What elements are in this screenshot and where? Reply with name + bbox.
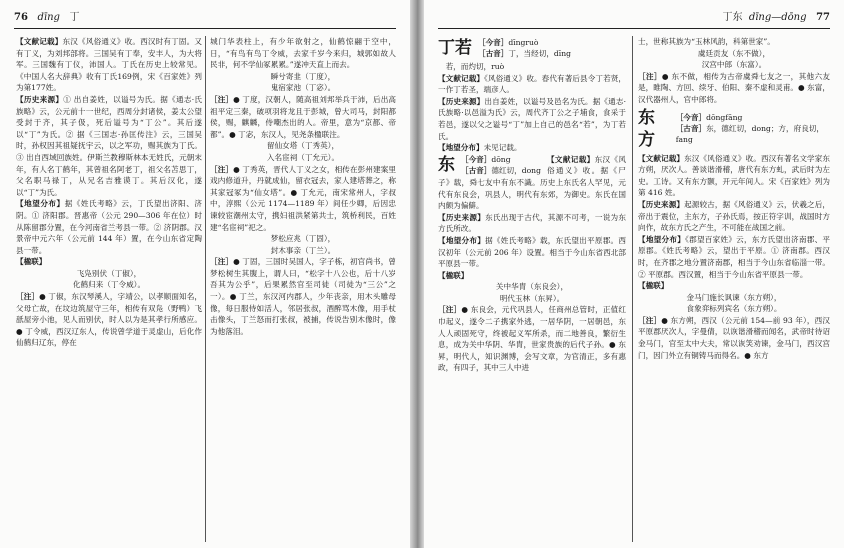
paragraph-text: ● 东不做，相传为古帝虞舜七友之一，其他六友是，睢陶、方回、续牙、伯阳、秦不虚和灵甫。● 东富，汉代器州人，官中郎将。 [638, 71, 830, 104]
paragraph-text: 《风俗通义》收。春代有著后县令丁若贤，一作丁若圣，端彦人。 [438, 73, 626, 95]
section-tag: 【历史来源】 [438, 212, 486, 222]
paragraph-text: 虞廷贡友（东不做）， [697, 48, 771, 58]
headword: 东 [438, 154, 455, 175]
couplet-line [210, 233, 396, 245]
paragraph-text: 食象弈标列宾名（东方朔）。 [686, 304, 782, 314]
paragraph-text: 入名宦祠（丁允元）。 [266, 152, 340, 162]
pron-label: ［今音］ [675, 113, 707, 123]
left-running-head [14, 8, 79, 28]
paragraph [638, 199, 830, 234]
right-column-1 [438, 36, 626, 544]
couplet-line [638, 59, 830, 71]
paragraph-text: 城门华表柱上，有少年欲射之，仙鹤惊翮于空中，日，“有鸟有鸟丁令威，去家千岁今来归，城郭如故人民非，何不学仙冢累累。”遂冲天直上而去。 [210, 37, 396, 70]
section-tag: 【楹联】 [438, 270, 469, 280]
entry-heading [638, 107, 830, 151]
paragraph [438, 73, 626, 96]
pronunciation-line [676, 112, 830, 123]
paragraph [638, 234, 830, 280]
paragraph [16, 256, 202, 268]
section-tag: 【文献记载】 [546, 154, 595, 164]
paragraph [438, 61, 626, 73]
section-tag: 【地望分布】 [638, 234, 686, 244]
paragraph-text: 据《姓氏考略》云，丁氏望出济阳、济阴。① 济阳郡。晋惠帝（公元 290—306 年在位）时从陈留郡分置，在今河南省兰考县一带。② 济阴郡。汉景帝中元六年（公元前 144 年）置，在今山东省定陶县一带。 [16, 199, 202, 255]
couplet-line [16, 268, 202, 280]
couplet-line [210, 82, 396, 94]
pron-value: 丁，当经切，dīng [508, 49, 571, 58]
pron-value: dōng [491, 154, 511, 164]
section-tag: ［注］ [210, 164, 234, 174]
couplet-line [638, 292, 830, 304]
right-header-chars: 丁东 [722, 12, 743, 23]
pronunciation-line [461, 154, 541, 165]
section-tag: 【文献记载】 [16, 37, 63, 46]
paragraph-text: ● 东良会，元代巩县人，任商州总管时，正值红巾起义，遂令二子携家外逃，一居华阴，一居朝邑，东人人顽固死守，终被起义军所杀，而二地善良，繁衍生息，成为关中华阴、华胄，世家贵族的后代子孙。● 东昇，明代人，知识渊博，会写文章，为官清正，多有惠政，有四子，其中三人中进 [438, 305, 626, 373]
couplet-line [16, 279, 202, 291]
paragraph [210, 36, 396, 71]
paragraph-text: ● 丁俶，东汉琴溪人，字靖公，以孝顺面知名，父母亡故，在坟边筑屋守三年，相传有双凫（野鸭）飞舐屋旁小池，见人而别伏，时人以为是其孝行所感应。● 丁令威，西汉辽东人，传说曾学道于灵虚山，后化作仙鹤归辽东，停在 [16, 292, 202, 348]
left-page-number: 76 [14, 12, 28, 23]
paragraph [210, 94, 396, 140]
paragraph-text: ● 东方朔，西汉（公元前 154—前 93 年），西汉平原郡厌次人，字曼倩，以诙谐滑稽而闻名，武帝时待诏金马门，官至太中大夫，常以诙笑劝谏，金马门，西汉宫门，因门外立有铜铸马而得名。● 东方 [638, 315, 830, 360]
couplet-line [438, 281, 626, 293]
right-header-pinyin: dīng—dōng [748, 12, 807, 23]
paragraph-text: 关中华胄（东良会）， [495, 282, 569, 292]
paragraph [438, 304, 626, 374]
entry-heading [438, 154, 541, 176]
left-column-1 [16, 36, 202, 544]
paragraph-text: 汉宫中郎（东富）。 [701, 60, 767, 70]
couplet-line [638, 303, 830, 315]
paragraph [16, 94, 202, 198]
section-tag: 【楹联】 [638, 281, 669, 291]
section-tag: 【文献记载】 [438, 73, 485, 83]
pron-label: ［古音］ [461, 165, 492, 175]
couplet-line [638, 48, 830, 60]
paragraph [438, 270, 626, 282]
pronunciation-line [461, 165, 541, 176]
pronunciation-line [676, 123, 830, 145]
left-header-pinyin: dīng [37, 12, 60, 23]
paragraph [210, 256, 396, 337]
paragraph-text: ● 丁固，三国时吴国人，字子栋，初官尚书，曾梦松树生其腹上，谓人曰，“松字十八公也，后十八岁吾其为公乎”，后果累然官至司徒（司徒为“三公”之一）。● 丁兰，东汉河内郡人，少年丧亲，用木头雕母像，每日服侍如活人，邻居张叔，酒醉骂木像，用手杖击像头，丁兰怒而打张叔，被捕，传说告别木像时，像为他落泪。 [210, 257, 396, 336]
paragraph-text: ● 丁度，汉朝人，随高祖刘邦举兵于沛，后出高祖平定三秦，破项羽将龙且于彭城，曾大司马，封阳都侯，赐，麒麟，侍嘲杰出的人。帝里，意为“京都、帝都”。● 丁宓，东汉人，见尧条楹联注。 [210, 94, 396, 139]
couplet-line [210, 245, 396, 257]
paragraph-text: 士，世称其族为“玉林风韵，科第世家”。 [638, 37, 775, 46]
paragraph [210, 164, 396, 234]
paragraph-text: 东汉《风俗通义》收。西汉有著名文学家东方朔，厌次人。善谈谐滑稽，唐代有东方虬，武后时为左史。工诗。又有东方颢，开元年间人。宋《百家姓》列为第 416 姓。 [638, 153, 830, 198]
section-tag: ［注］ [638, 71, 662, 81]
headword: 丁若 [438, 38, 472, 58]
paragraph-text: 《郡望百家姓》云，东方氏望出济南郡、平原郡。《姓氏考略》云，望出于平原。① 济南郡。西汉时，在齐郡之地分置济南郡，相当于今山东省临淄一带。② 平原郡。西汉置，相当于今山东省平原县一带。 [638, 234, 830, 279]
paragraph [16, 198, 202, 256]
paragraph-text: 未见记载。 [483, 143, 522, 153]
section-tag: 【楹联】 [16, 257, 47, 267]
book-gutter [410, 0, 424, 548]
paragraph-text: 金马门施长讽谏（东方朔）， [686, 292, 782, 302]
pron-value: 东，德红切，dong；方，府良切，fang [675, 124, 824, 145]
section-tag: ［注］ [16, 292, 40, 302]
paragraph-text: ① 出自姜姓，以谥号为氏。据《通志·氏族略》云，公元前十一世纪，西周分封诸侯，姜太公望受封于齐，其子伋，死后谥号为“丁公”。其后遂以“丁”为氏。② 据《三国志·孙匡传注》云，三国吴时，孙权因其祖疑抚宇云，以之军功，赐其族为丁氏。③ 出自西域回族姓。伊斯兰教穆斯林本无姓氏，元朝末年，有人名丁鹤年，其曾祖名阿老丁，祖父名苫思丁，父名职马禄丁，从兄名吉雅谟丁。其后汉化，遂以“丁”为氏。 [16, 94, 202, 197]
section-tag: 【地望分布】 [438, 143, 484, 153]
headword: 东方 [638, 107, 655, 150]
paragraph-text: 化鹤归来（丁令威）。 [72, 280, 146, 290]
paragraph-text: 封木事亲（丁兰）。 [270, 245, 336, 255]
right-page [424, 0, 844, 548]
paragraph-text: ● 丁秀英，晋代人丁义之女，相传在彭州建案里戏内修道升，丹就成仙，留衣冠去，家人建塔葬之，称其家冠冢为“仙女塔”。● 丁允元，南宋常州人，字叔中，淳熙（公元 1174—1189 年）间任少卿，后因忠谏较宦潮州太守，携妇祖洪紧第共士，筑桥利民，百姓建“名宦祠”祀之。 [210, 164, 396, 232]
paragraph-text: 据《姓氏考略》载，东氏望出平原郡。西汉初年（公元前 206 年）设置。相当于今山东省西北部平原县一带。 [438, 235, 626, 269]
paragraph [638, 280, 830, 292]
paragraph [638, 71, 830, 106]
paragraph [638, 153, 830, 199]
couplet-line [438, 293, 626, 305]
couplet-line [210, 71, 396, 83]
paragraph-text: 飞凫别伏（丁俶）， [76, 268, 142, 278]
section-tag: 【文献记载】 [638, 153, 685, 163]
couplet-line [210, 140, 396, 152]
section-tag: ［注］ [438, 305, 462, 315]
paragraph [438, 212, 626, 235]
left-header-char: 丁 [69, 12, 80, 23]
right-page-header [438, 8, 830, 29]
pron-value: dīngruò [508, 38, 539, 47]
paragraph-text: 东氏出现于古代，其源不可考，一说为东方氏所改。 [438, 212, 626, 234]
right-page-number: 77 [816, 12, 830, 23]
couplet-line [210, 152, 396, 164]
entry-heading [438, 37, 626, 59]
paragraph-text: 瞬兮寄韭（丁度）， [270, 71, 336, 81]
left-page [0, 0, 410, 548]
pron-value: dōngfāng [706, 113, 743, 123]
section-tag: ［注］ [638, 315, 662, 325]
paragraph-text: 出自姜姓，以谥号及邑名为氏。据《通志·氏族略·以邑溢为氏》云，周代齐丁公之子埔食，食采于若邑，遂以父之谥号“丁”加上自己的邑名“若”，为丁若氏。 [438, 96, 626, 141]
right-column-2 [638, 36, 830, 544]
pronunciation-block [461, 154, 541, 176]
paragraph [438, 142, 626, 154]
paragraph-text: 东汉《风俗通义》收。西汉时有丁固。又有丁义，为刘邦部将。三国吴有丁奉，安丰人，为大将军。三国魏有丁仪，沛国人。丁氏在历史上较常见。《中国人名大辞典》收有丁氏169例，宋《百家姓》列为第177姓。 [16, 37, 202, 93]
section-tag: 【历史来源】 [16, 94, 64, 104]
pronunciation-block [478, 37, 571, 59]
paragraph-text: 鬼宿家池（丁宓）。 [270, 83, 336, 93]
paragraph [438, 96, 626, 142]
paragraph-text: 东汉《风俗通义》收。据《尸子》载，舜七友中有东不識。历史上东氏名人罕见，元代有东良会，巩县人，明代有东郊，为御史。东氏在国内颇为偏僻。 [438, 154, 626, 211]
paragraph [638, 36, 830, 48]
paragraph [438, 235, 626, 270]
left-column-2 [210, 36, 396, 544]
section-tag: ［注］ [210, 94, 234, 104]
left-column-divider [205, 36, 206, 542]
pronunciation-block [676, 112, 830, 145]
pron-label: ［古音］ [675, 124, 707, 134]
pron-label: ［古音］ [478, 49, 509, 58]
paragraph-text: 起源较古，据《风俗通义》云，伏羲之后，帝出于震位，主东方，子孙氏焉，按正符字训，战国时方向作，故东方氏之产生，不可能在战国之前。 [638, 199, 830, 233]
paragraph [638, 315, 830, 361]
section-tag: 【地望分布】 [16, 199, 65, 209]
paragraph-text: 明代玉林（东昇）。 [499, 293, 565, 303]
paragraph [16, 291, 202, 349]
pron-label: ［今音］ [461, 154, 492, 164]
section-tag: 【地望分布】 [438, 235, 486, 245]
right-running-head [722, 8, 830, 28]
pron-label: ［今音］ [478, 38, 509, 47]
left-page-header [14, 8, 396, 29]
pronunciation-line [478, 37, 571, 48]
paragraph-text: 留仙女塔（丁秀英）， [266, 141, 340, 151]
paragraph [16, 36, 202, 94]
pron-value: 德红切，dong [491, 165, 541, 175]
section-tag: 【历史来源】 [438, 96, 485, 106]
paragraph-text: 若，而灼切，ruò [445, 62, 505, 71]
pronunciation-line [478, 48, 571, 59]
section-tag: ［注］ [210, 257, 234, 267]
paragraph-text: 梦松应兆（丁固）， [270, 234, 336, 244]
section-tag: 【历史来源】 [638, 199, 685, 209]
right-column-divider [632, 36, 633, 542]
